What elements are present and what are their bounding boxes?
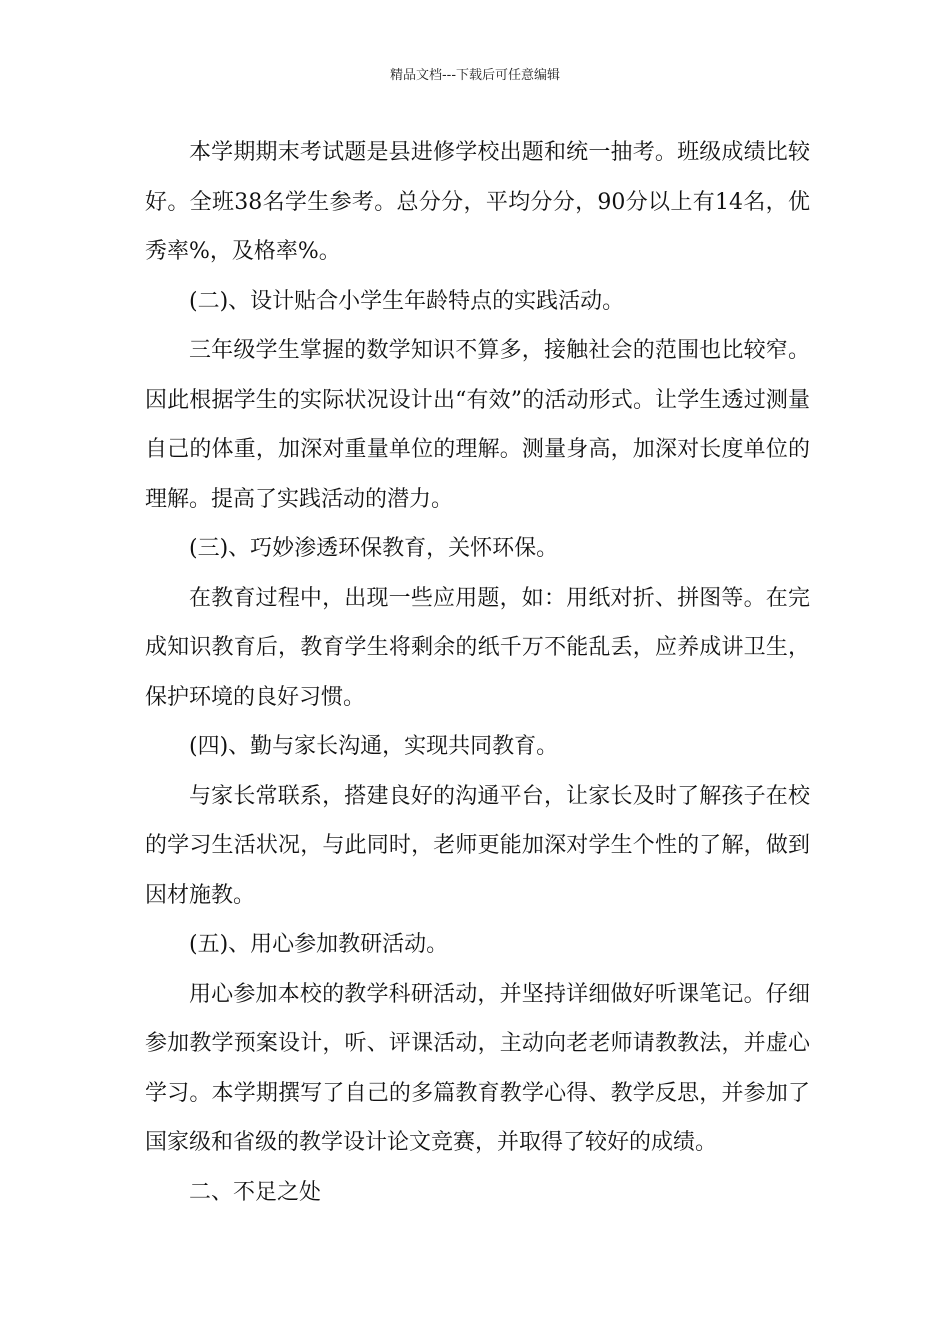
- document-body: [145, 128, 810, 1217]
- heading-teaching-research: (五)、用心参加教研活动。: [189, 932, 449, 957]
- heading-shortcomings: 二、不足之处: [189, 1179, 322, 1205]
- heading-environment-education: (三)、巧妙渗透环保教育，关怀环保。: [189, 536, 559, 561]
- heading-practice-activities: (二)、设计贴合小学生年龄特点的实践活动。: [189, 288, 625, 314]
- paragraph-exam-results: 本学期期末考试题是县进修学校出题和统一抽考。班级成绩比较好。全班38名学生参考。总分分，平均分分，90分以上有14名，优秀率%，及格率%。: [145, 140, 810, 264]
- paragraph-teaching-research: 用心参加本校的教学科研活动，并坚持详细做好听课笔记。仔细参加教学预案设计，听、评课活动，主动向老老师请教教法，并虚心学习。本学期撰写了自己的多篇教育教学心得、教学反思，并参加了国家级和省级的教学设计论文竞赛，并取得了较好的成绩。: [145, 981, 810, 1155]
- paragraph-environment-education: 在教育过程中，出现一些应用题，如：用纸对折、拼图等。在完成知识教育后，教育学生将剩余的纸千万不能乱丢，应养成讲卫生，保护环境的良好习惯。: [145, 585, 810, 710]
- paragraph-parent-communication: 与家长常联系，搭建良好的沟通平台，让家长及时了解孩子在校的学习生活状况，与此同时，老师更能加深对学生个性的了解，做到因材施教。: [145, 783, 810, 908]
- heading-parent-communication: (四)、勤与家长沟通，实现共同教育。: [189, 734, 559, 759]
- paragraph-practice-activities: 三年级学生掌握的数学知识不算多，接触社会的范围也比较窄。因此根据学生的实际状况设计出“有效”的活动形式。让学生透过测量自己的体重，加深对重量单位的理解。测量身高，加深对长度单位的理解。提高了实践活动的潜力。: [145, 338, 810, 512]
- page-header: 精品文档---下载后可任意编辑: [389, 68, 561, 83]
